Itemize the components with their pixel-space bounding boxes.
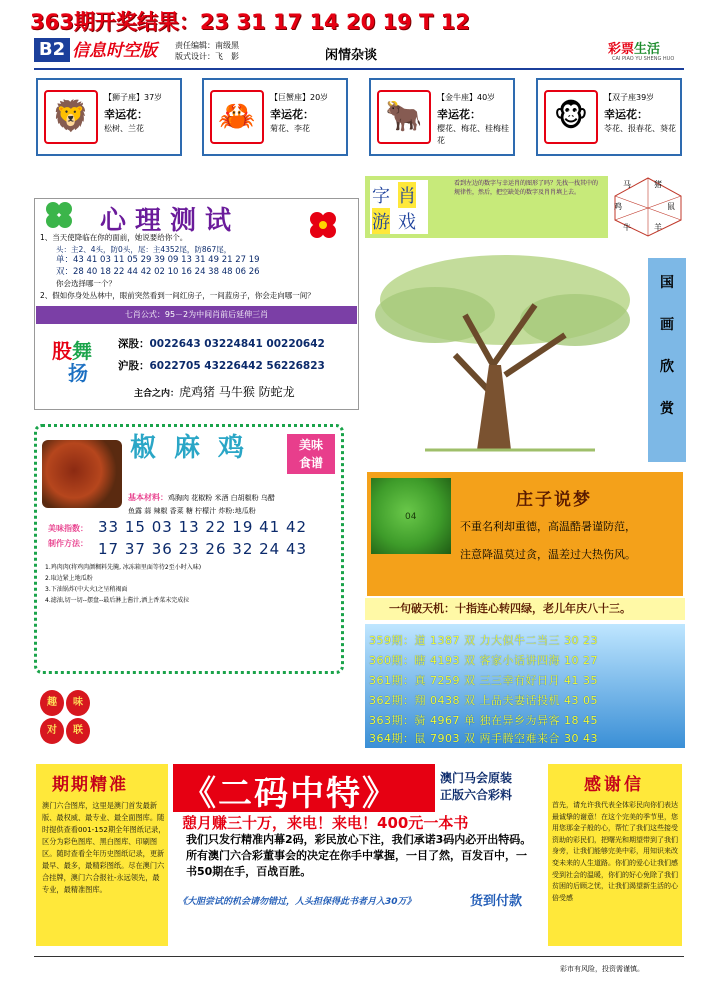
puzzle-title-grid [370, 180, 428, 234]
puzzle-instructions: 看到左边的数字与幸运肖的图形了吗？先找一找其中的规律性，然后，把空缺处的数字及肖肖填上去。 [454, 180, 599, 196]
ingredients-line-2: 鱼露 蒜 辣椒 香菜 糖 柠檬汁 炸粉:地瓜粉 [128, 507, 256, 515]
history-row: 364期：鼠 7903 双 两手腾空难来合 30 43 [369, 732, 598, 745]
recipe-title: 椒麻鸡 [130, 433, 263, 463]
formula-bar: 七肖公式：95－2为中间肖前后延伸三肖 [36, 306, 357, 324]
history-row: 362期：翔 0438 双 上品夫妻话投机 43 05 [369, 694, 598, 707]
ingredients-line-1: 鸡胸肉 花椒粉 米酒 白胡椒粉 乌醋 [168, 494, 275, 502]
shen-value: 0022643 03224841 00220642 [149, 338, 325, 350]
badge-line-2: 食谱 [298, 456, 323, 470]
even-numbers: 双：28 40 18 22 44 42 02 10 16 24 38 48 06 26 [56, 266, 260, 277]
lion-icon: 🦁 [44, 90, 98, 144]
step-4: 4.滤油,切一切--摆盘--最后淋上酱汁,洒上香菜末完成拉 [45, 597, 190, 604]
question-1: 1、当天使降临在你的面前，她说要给你个。 [40, 233, 188, 242]
zodiac-card-cancer [202, 78, 348, 156]
wheel-label-1: 马 [623, 180, 631, 189]
index-label: 美味指数： [48, 524, 88, 533]
badge-line-1: 美味 [298, 438, 323, 452]
logo-right: 生活 [634, 42, 661, 57]
puzzle-char-2: 肖 [398, 182, 416, 208]
ad-title: 《二码中特》 [182, 774, 398, 814]
ad-body: 我们只发行精准内幕2码，彩民放心下注，我们承诺3码内必开出特码。所有澳门六合彩董事会的决定在你手中掌握，一目了然，百发百中，一书50期在手，百战百胜。 [186, 833, 532, 878]
painting-title-bar [648, 258, 686, 462]
lucky-label: 幸运花： [437, 108, 481, 121]
step-3: 3.下油锅炸(中大火)之呈稍褐面 [45, 586, 128, 593]
ingredients-label: 基本材料： [128, 493, 168, 502]
section-name: 闲情杂谈 [325, 48, 378, 63]
macau-line-1: 澳门马会原装 [440, 771, 513, 785]
tree-painting [365, 245, 642, 460]
crab-icon: 🦀 [210, 90, 264, 144]
image-number: 04 [405, 512, 417, 522]
poem-line-2: 注意降温莫过贪，温差过大热伤风。 [460, 548, 636, 561]
shen-label: 深股： [118, 338, 150, 350]
zodiac-sign: 【金牛座】40岁 [437, 93, 496, 102]
zodiac-card-gemini [536, 78, 682, 156]
method-label: 制作方法： [48, 539, 88, 548]
puzzle-char-3: 游 [372, 208, 390, 234]
painting-char-1: 国 [660, 275, 674, 291]
zodiac-card-leo [36, 78, 182, 156]
lucky-flowers: 菊花、李花 [270, 124, 310, 133]
zodiac-sign: 【双子座39岁 [604, 93, 655, 102]
painting-char-3: 欣 [660, 359, 674, 375]
main-value: 虎鸡猪 马牛猴 防蛇龙 [179, 385, 295, 399]
wheel-label-6: 鸡 [614, 202, 622, 211]
lucky-flowers: 樱花、梅花、桂梅桂花 [437, 124, 509, 145]
credits [175, 40, 239, 62]
designer-credit: 版式设计：飞 影 [175, 52, 239, 61]
ad-footnote: 《大胆尝试的机会请勿错过，人头担保得此书者月入30万》 [178, 897, 416, 907]
zodiac-card-taurus [369, 78, 515, 156]
macau-label [440, 770, 512, 804]
logo-left: 彩票 [608, 42, 635, 57]
wheel-label-2: 猪 [654, 180, 662, 189]
lucky-flowers: 苓花、报春花、葵花 [604, 124, 676, 133]
wheel-label-5: 牛 [623, 223, 631, 232]
question-2: 2、假如你身处丛林中，眼前突然看到一间红房子，一间蓝房子，你会走向哪一间？ [40, 290, 315, 300]
puzzle-char-4: 戏 [398, 212, 416, 233]
stock-logo: 股舞 扬 [52, 339, 92, 385]
page-number: B2 [34, 38, 70, 62]
hu-value: 6022705 43226442 56226823 [149, 360, 325, 372]
logo-subtitle: CAI PIAO YU SHENG HUO [612, 56, 675, 62]
lucky-flowers: 松树、兰花 [104, 124, 144, 133]
lucky-label: 幸运花： [104, 108, 148, 121]
shen-stock [118, 336, 325, 351]
ingredients [128, 491, 338, 518]
question-1-end: 你会选择哪一个？ [56, 279, 116, 288]
lantern-1: 趣 [40, 690, 64, 716]
thanks-text: 首先，请允许我代表全体彩民向你们表达最诚挚的谢意！在这个完美的季节里，您用您那金子般的心，帮忙了我们这些接受资助的彩民们，把曙光和期望带到了我们身旁，让我们能够完美中彩，用知识来改变未来的人生道路。你们的爱心让我们感受到社会的温暖，你们的好心免除了我们贫困的后顾之忧，让我们渴望新生活的心倍受感 [552, 801, 678, 902]
painting-char-2: 画 [660, 317, 674, 333]
method-numbers: 17 37 36 23 26 32 24 43 [98, 540, 308, 558]
history-row: 361期：真 7259 双 三三幸有好日月 41 35 [369, 674, 598, 687]
macau-line-2: 正版六合彩料 [440, 788, 513, 802]
risk-notice: 彩市有风险，投资需谨慎。 [560, 965, 644, 973]
step-2: 2.取边紧上地瓜粉 [45, 575, 93, 582]
accuracy-title: 期期精准 [52, 775, 128, 795]
lucky-label: 幸运花： [604, 108, 648, 121]
tasty-badge [287, 434, 335, 474]
main-combo [134, 383, 295, 400]
clover-icon-left [42, 200, 76, 230]
history-panel [365, 624, 685, 748]
main-label: 主合之内： [134, 389, 180, 399]
history-row: 360期：瞎 4193 双 客家小话讲四海 10 27 [369, 654, 598, 667]
zodiac-sign: 【巨蟹座】20岁 [270, 93, 329, 102]
bull-icon: 🐂 [377, 90, 431, 144]
lucky-label: 幸运花： [270, 108, 314, 121]
wheel-label-4: 羊 [654, 223, 662, 232]
history-row: 363期：骑 4967 单 独在异乡为异客 18 45 [369, 714, 598, 727]
painting-char-4: 赏 [660, 401, 674, 417]
dish-photo [42, 440, 122, 508]
editor-credit: 责任编辑：南级黑 [175, 41, 239, 50]
brand-name: 信息时空版 [72, 41, 157, 61]
zodiac-sign: 【狮子座】37岁 [104, 93, 163, 102]
earn-line: 憩月赚三十万，来电！来电！400元一本书 [182, 814, 469, 832]
puzzle-char-1: 字 [372, 186, 390, 207]
zhuangzi-title: 庄子说梦 [516, 490, 592, 510]
lottery-logo [608, 38, 660, 57]
accuracy-text: 澳门六合图库，这里是澳门首发最新版、最权威、最专业、最全面图库。随时提供查看001-152期全年图纸记录，区分为彩色图库、黑白图库、印刷图区。随时查看全年历史图纸记录，更新最早、最多，最精彩图纸。尽在澳门六合挂牌，澳门六合报社-永远领先，最专业，最精准图库。 [42, 801, 166, 894]
lantern-2: 味 [66, 690, 90, 716]
footer-rule [34, 956, 684, 957]
header-rule [34, 68, 684, 70]
cash-on-delivery: 货到付款 [470, 894, 523, 909]
index-numbers: 33 15 03 13 22 19 41 42 [98, 518, 308, 536]
lantern-4: 联 [66, 718, 90, 744]
recipe-steps [45, 562, 335, 606]
poem-line-1: 不重名利却重德，高温酷暑谨防范， [460, 520, 636, 533]
step-1: 1.鸡肉肉(将鸡肉颜稠料先腌, 冰冻箱里面等待2至小时入味) [45, 564, 202, 571]
lantern-3: 对 [40, 718, 64, 744]
head-tail-line: 头：主2、4头，防0头，尾：主4352尾，防867尾， [56, 244, 232, 254]
history-row: 359期：道 1387 双 力大似牛二当三 30 23 [369, 634, 598, 647]
hu-stock [118, 358, 325, 373]
psych-test-title: 心理测试 [100, 206, 241, 236]
hu-label: 沪股： [118, 360, 150, 372]
thanks-title: 感谢信 [584, 775, 644, 795]
wheel-label-3: 鼠 [667, 202, 675, 211]
riddle-line: 一句破天机：十指连心转四绿，老儿年庆八十三。 [365, 598, 685, 620]
draw-result-title: 363期开奖结果：23 31 17 14 20 19 T 12 [30, 10, 470, 34]
odd-numbers: 单：43 41 03 11 05 29 39 09 13 31 49 21 27 19 [56, 255, 260, 265]
psych-test-body [40, 232, 355, 301]
twins-icon: 🐵 [544, 90, 598, 144]
zhuangzi-poem [460, 513, 680, 569]
